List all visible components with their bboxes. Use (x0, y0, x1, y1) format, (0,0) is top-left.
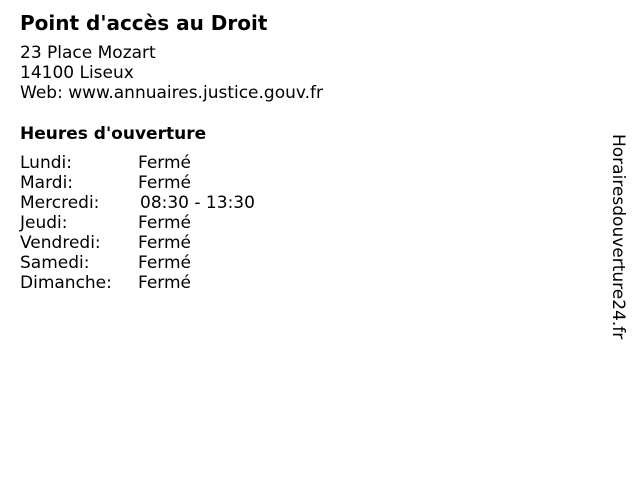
website-line: Web: www.annuaires.justice.gouv.fr (20, 83, 324, 103)
day-label: Mardi: (20, 173, 74, 193)
day-label: Jeudi: (20, 213, 68, 233)
time-value: Fermé (138, 213, 192, 233)
day-label: Dimanche: (20, 273, 112, 293)
time-value: Fermé (138, 273, 192, 293)
address-street: 23 Place Mozart (20, 43, 156, 63)
hours-heading: Heures d'ouverture (20, 124, 207, 144)
address-city: 14100 Liseux (20, 63, 134, 83)
time-value: Fermé (138, 173, 192, 193)
address-block (20, 43, 323, 103)
day-label: Vendredi: (20, 233, 101, 253)
time-value: Fermé (138, 233, 192, 253)
day-label: Lundi: (20, 153, 72, 173)
day-label: Mercredi: (20, 193, 100, 213)
time-value: 08:30 - 13:30 (140, 193, 255, 213)
site-brand-watermark: Horairesdouverture24.fr (608, 134, 628, 340)
time-value: Fermé (138, 253, 192, 273)
day-label: Samedi: (20, 253, 90, 273)
page-title: Point d'accès au Droit (20, 11, 268, 35)
time-value: Fermé (138, 153, 192, 173)
